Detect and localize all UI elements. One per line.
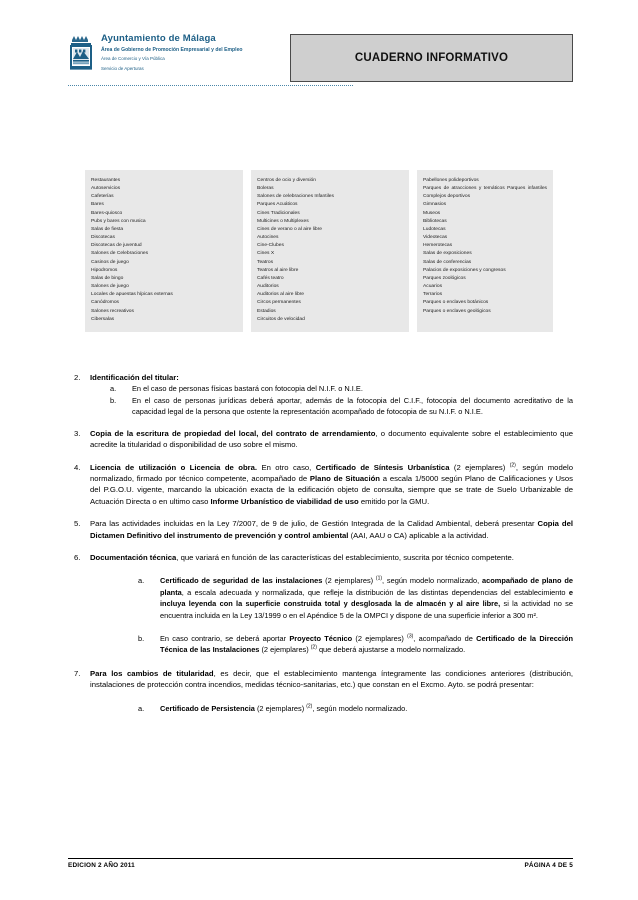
list-item: Multicines o Multiplexes: [257, 218, 309, 224]
item-text: , que variará en función de las características del establecimiento, suscrita por técnico competente.: [176, 552, 514, 562]
list-item: Cine-Clubes: [257, 243, 284, 249]
item-number: 6.: [74, 552, 81, 562]
header-divider: [68, 85, 353, 86]
item-title: Identificación del titular:: [90, 373, 179, 382]
malaga-coat-of-arms-icon: [68, 35, 94, 71]
sub-item-text-1: En caso contrario, se deberá aportar: [160, 633, 290, 643]
list-item: Salones recreativos: [91, 308, 134, 314]
list-item: Hipodromos: [91, 267, 118, 273]
item-number: 3.: [74, 428, 81, 438]
org-name: Ayuntamiento de Málaga: [101, 33, 216, 44]
sub-item-text: En el caso de personas físicas bastará con fotocopia del N.I.F. o N.I.E.: [132, 384, 363, 394]
list-item: Pabellones polideportivos: [423, 178, 479, 183]
sub-item-bold-2: acompañado de plano de planta: [160, 576, 573, 597]
requirement-item-2: [68, 372, 573, 383]
sub-item-text-3: , a escala adecuada y normalizada, que refleje la distribución de las distintas dependencias del establecimiento: [181, 587, 569, 597]
list-item: Teatros: [257, 259, 274, 265]
item-text: En otro caso,: [257, 462, 316, 472]
item-bold-4: Informe Urbanístico de viabilidad de uso: [210, 496, 359, 506]
list-item: Discotecas: [91, 235, 115, 241]
item-bold-lead: Copia del Dictamen Definitivo del instrumento de prevención y control ambiental: [90, 519, 573, 540]
footnote-ref: (2): [306, 703, 313, 710]
sub-item-text: En el caso de personas jurídicas deberá aportar, además de la fotocopia del C.I.F., fotocopia del documento acreditativo de la capacidad legal de la persona que ostente la representación acompañado de fotocopia de su N.I.F. o N.I.E.: [132, 395, 573, 416]
sub-item-letter: a.: [138, 703, 145, 713]
sub-item-text-2: , según modelo normalizado,: [382, 576, 483, 586]
sub-item-bold-3: e incluya leyenda con la superficie construida total y desglosada la de almacén y al aire libre,: [160, 587, 573, 609]
list-item: Parques zoológicos: [423, 275, 466, 281]
list-item: Salas de conferencias: [423, 259, 472, 265]
requirement-item-2-sub-a: [110, 383, 573, 394]
list-item: Parques o enclaves botánicos: [423, 300, 489, 306]
document-title-box: [290, 34, 573, 82]
requirements-list: [68, 372, 573, 714]
item-bold-lead: Documentación técnica: [90, 552, 177, 562]
sub-item-bold-1: Certificado de Persistencia: [160, 703, 255, 713]
sub-item-text-4: (2 ejemplares): [259, 645, 311, 655]
requirement-item-7-sub-a: [138, 703, 573, 714]
list-item: Acuarios: [423, 284, 443, 290]
requirement-item-6-sub-a: [138, 575, 573, 621]
item-number: 2.: [74, 373, 81, 382]
list-item: Boleras: [257, 186, 274, 192]
list-item: Auditorios: [257, 284, 279, 290]
sub-item-text-1: (2 ejemplares): [254, 703, 307, 713]
footer-divider: [68, 858, 573, 859]
categories-column-1: [85, 170, 243, 332]
sub-item-text-5: que deberá ajustarse a modelo normalizado.: [316, 645, 466, 655]
list-item: Gimnasios: [423, 202, 447, 208]
list-item: Hemerotecas: [423, 243, 453, 249]
footnote-ref: (2): [509, 461, 516, 468]
item-text-4: a escala 1/5000 según Plano de Calificaciones y Usos del P.G.O.U. vigente, marcando la ubicación exacta de la edificación objeto de consulta, siempre que se trate de Suelo Urbanizable de Actuación Directa o en ultimo caso: [90, 473, 574, 506]
requirement-item-4: [68, 462, 573, 508]
list-item: Parques Acuáticos: [257, 202, 298, 208]
item-bold-lead: Para los cambios de titularidad: [90, 668, 214, 678]
list-item: Salas de bingo: [91, 275, 124, 281]
sub-item-text-4: si la actividad no se encuentra incluida en la Ley 13/1999 o en el Apéndice 5 de la OMPCI y dispone de una superficie inferior a 300 m².: [160, 599, 573, 620]
list-item: Museos: [423, 210, 441, 216]
list-item: Autoservicios: [91, 186, 121, 192]
item-text: Para las actividades incluidas en la Ley 7/2007, de 9 de julio, de Gestión Integrada de la Calidad Ambiental, deberá presentar: [90, 519, 538, 529]
footer-edition: EDICION 2 AÑO 2011: [68, 862, 135, 869]
sub-item-bold-1: Proyecto Técnico: [289, 633, 353, 643]
list-item: Canódromos: [91, 300, 119, 306]
item-text-3: , según modelo normalizado, firmado por técnico competente, acompañado de: [90, 462, 573, 483]
sub-item-letter: b.: [138, 633, 145, 643]
list-item: Teatros al aire libre: [257, 267, 299, 273]
sub-item-bold-2: Certificado de la Dirección Técnica de las Instalaciones: [160, 633, 573, 655]
list-item: Restaurantes: [91, 178, 121, 183]
list-item: Salas de fiesta: [91, 226, 124, 232]
item-text-5: emitido por la GMU.: [358, 496, 430, 506]
item-number: 7.: [74, 668, 81, 678]
item-text: , es decir, que el establecimiento mantenga íntegramente las condiciones anteriores (distribución, instalaciones de protección contra incendios, medidas técnico-sanitarias, etc.) que constan en el Excmo. Ayto. se podrá presentar:: [90, 668, 573, 690]
list-item: Circos permanentes: [257, 300, 301, 306]
list-item: Bares-quiosco: [91, 210, 123, 216]
list-item: Terrarios: [423, 292, 443, 298]
list-item: Cines Tradicionales: [257, 210, 300, 216]
list-item: Estadios: [257, 308, 276, 314]
list-item: Auditorios al aire libre: [257, 292, 305, 298]
list-item: Palacios de exposiciones y congresos: [423, 267, 506, 273]
sub-item-text-3: , acompañado de: [413, 633, 477, 643]
item-bold-2: Certificado de Síntesis Urbanística: [315, 462, 450, 472]
item-text-2: (AAI, AAU o CA) aplicable a la actividad.: [348, 530, 489, 540]
list-item: Cines de verano o al aire libre: [257, 226, 322, 232]
list-item: Salas de exposiciones: [423, 251, 472, 257]
list-item: Bibliotecas: [423, 218, 447, 224]
item-text-2: (2 ejemplares): [449, 462, 510, 472]
item-bold-lead: Copia de la escritura de propiedad del local, del contrato de arrendamiento: [90, 428, 376, 438]
list-item: Cafeterías: [91, 194, 114, 200]
sub-item-letter: b.: [110, 395, 117, 405]
list-item: Locales de apuestas hípicas externas: [91, 292, 173, 298]
categories-column-3: [417, 170, 553, 332]
list-item: Discotecas de juventud: [91, 243, 142, 249]
sub-item-text-2: , según modelo normalizado.: [312, 703, 408, 713]
requirement-item-2-sub-b: [110, 395, 573, 417]
list-item: Salones de Celebraciones: [91, 251, 149, 257]
requirement-item-3: [68, 428, 573, 451]
categories-column-2: [251, 170, 409, 332]
list-item: Videotecas: [423, 235, 448, 241]
footnote-ref: (1): [375, 575, 383, 582]
list-item: Ludotecas: [423, 226, 446, 232]
sub-item-text-2: (2 ejemplares): [352, 633, 408, 643]
list-item: Parques de atracciones y temáticos Parques infantiles: [423, 186, 547, 192]
org-department-line-2: Área de Comercio y Vía Pública: [101, 56, 165, 61]
sub-item-text-1: (2 ejemplares): [322, 576, 376, 586]
list-item: Complejos deportivos: [423, 194, 471, 200]
list-item: Pubs y bares con musica: [91, 218, 146, 224]
footer-page-number: PÁGINA 4 DE 5: [524, 862, 573, 869]
org-department-line-1: Área de Gobierno de Promoción Empresarial y del Empleo: [101, 47, 243, 53]
list-item: Salones de celebraciones Infantiles: [257, 194, 334, 200]
item-bold-lead: Licencia de utilización o Licencia de obra.: [90, 462, 258, 472]
list-item: Cafés teatro: [257, 275, 284, 281]
list-item: Parques o enclaves geológicos: [423, 308, 491, 314]
list-item: Casinos de juego: [91, 259, 129, 265]
list-item: Cibersalas: [91, 316, 115, 322]
footnote-ref: (3): [407, 633, 414, 640]
list-item: Salones de juego: [91, 284, 129, 290]
list-item: Circuitos de velocidad: [257, 316, 305, 322]
list-item: Autocines: [257, 235, 279, 241]
list-item: Bares: [91, 202, 104, 208]
page-header: [68, 33, 573, 93]
document-title: CUADERNO INFORMATIVO: [354, 52, 509, 64]
list-item: Centros de ocio y diversión: [257, 178, 316, 183]
sub-item-bold-1: Certificado de seguridad de las instalaciones: [160, 576, 323, 586]
requirement-item-6: [68, 552, 573, 563]
list-item: Cines X: [257, 251, 275, 257]
requirement-item-5: [68, 518, 573, 541]
item-number: 4.: [74, 462, 81, 472]
item-number: 5.: [74, 519, 81, 529]
item-bold-3: Plano de Situación: [309, 473, 380, 483]
sub-item-letter: a.: [138, 576, 145, 586]
establishment-categories-table: [85, 170, 553, 332]
item-text: , o documento equivalente sobre el establecimiento que acredite la titularidad o disponibilidad de uso sobre el mismo.: [90, 428, 573, 450]
requirement-item-7: [68, 668, 573, 691]
page-footer: [68, 858, 573, 869]
sub-item-letter: a.: [110, 384, 117, 394]
org-department-line-3: Servicio de Aperturas: [101, 66, 144, 71]
footnote-ref-2: (2): [310, 644, 317, 651]
requirement-item-6-sub-b: [138, 633, 573, 656]
